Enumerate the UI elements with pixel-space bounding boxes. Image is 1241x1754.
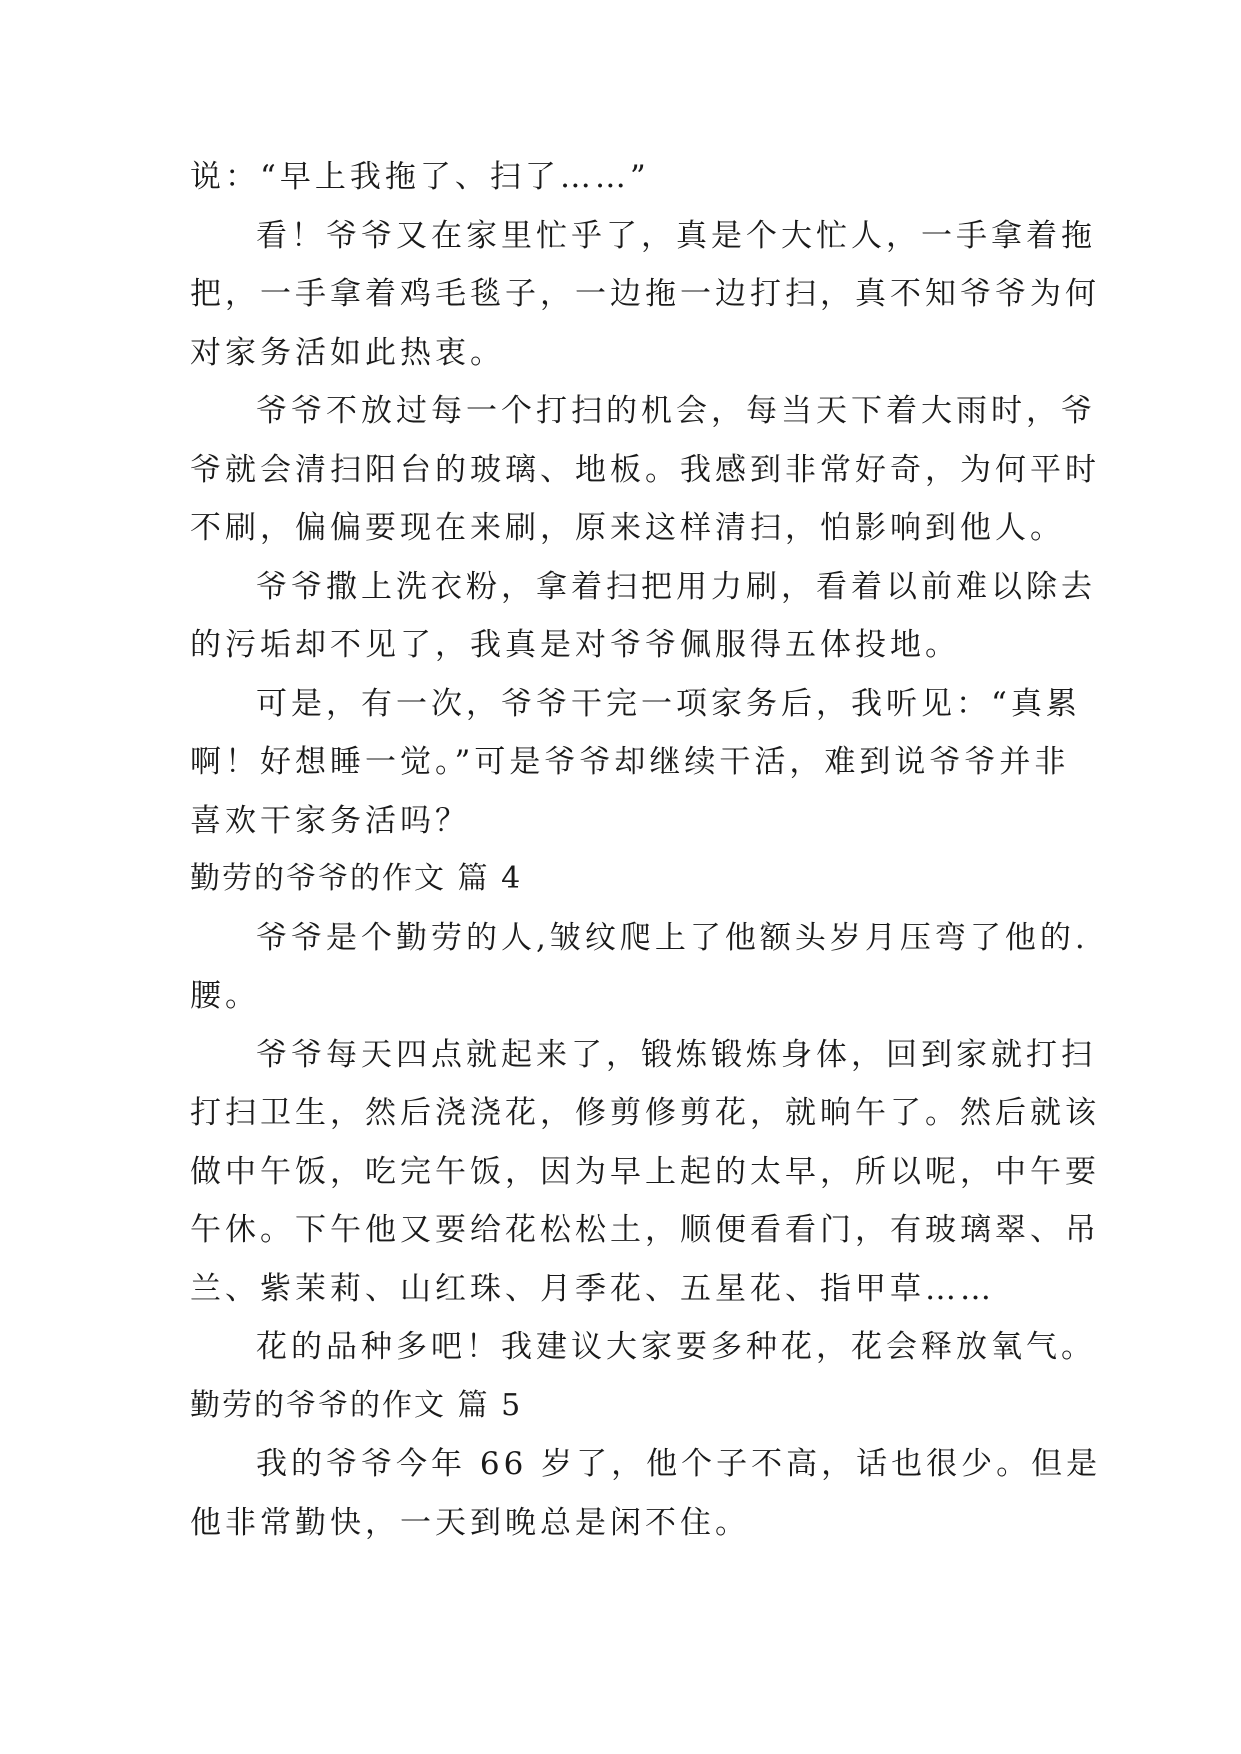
paragraph-line: 腰。 — [190, 978, 260, 1014]
heading-text: 勤劳的爷爷的作文 篇 5 — [190, 1387, 523, 1423]
document-page — [190, 148, 1102, 1552]
paragraph-line: 爷爷不放过每一个打扫的机会，每当天下着大雨时，爷 — [256, 393, 1096, 429]
paragraph-line: 爷爷每天四点就起来了，锻炼锻炼身体，回到家就打扫 — [256, 1036, 1096, 1073]
paragraph-line: 爷爷是个勤劳的人,皱纹爬上了他额头岁月压弯了他的. — [256, 919, 1089, 956]
paragraph-line: 兰、紫茉莉、山红珠、月季花、五星花、指甲草…… — [190, 1270, 995, 1307]
paragraph — [190, 148, 1052, 207]
paragraph-line: 看！爷爷又在家里忙乎了，真是个大忙人，一手拿着拖 — [256, 217, 1096, 254]
section-heading — [190, 850, 1052, 909]
paragraph — [190, 207, 1100, 383]
heading-text: 勤劳的爷爷的作文 篇 4 — [190, 861, 523, 896]
paragraph-line: 喜欢干家务活吗？ — [190, 802, 470, 839]
paragraph-line: 我的爷爷今年 66 岁了，他个子不高，话也很少。但是 — [256, 1446, 1102, 1482]
paragraph-line: 打扫卫生，然后浇浇花，修剪修剪花，就晌午了。然后就该 — [190, 1095, 1100, 1131]
paragraph — [190, 675, 1081, 851]
paragraph — [190, 909, 1089, 1026]
section-heading — [190, 1377, 1052, 1436]
paragraph — [190, 382, 1100, 558]
paragraph — [190, 1026, 1100, 1319]
paragraph — [190, 1318, 1096, 1377]
paragraph-line: 说：“早上我拖了、扫了……” — [190, 159, 650, 195]
paragraph-line: 爷爷撒上洗衣粉，拿着扫把用力刷，看着以前难以除去 — [256, 568, 1096, 605]
paragraph-line: 啊！好想睡一觉。”可是爷爷却继续干活，难到说爷爷并非 — [190, 744, 1070, 780]
paragraph — [190, 1435, 1102, 1552]
paragraph-line: 的污垢却不见了，我真是对爷爷佩服得五体投地。 — [190, 627, 960, 663]
paragraph-line: 对家务活如此热衷。 — [190, 334, 505, 371]
paragraph-line: 花的品种多吧！我建议大家要多种花，花会释放氧气。 — [256, 1329, 1096, 1365]
paragraph-line: 不刷，偏偏要现在来刷，原来这样清扫，怕影响到他人。 — [190, 510, 1065, 546]
paragraph — [190, 558, 1096, 675]
paragraph-line: 他非常勤快，一天到晚总是闲不住。 — [190, 1504, 750, 1541]
paragraph-line: 午休。下午他又要给花松松土，顺便看看门，有玻璃翠、吊 — [190, 1212, 1100, 1248]
paragraph-line: 把，一手拿着鸡毛毯子，一边拖一边打扫，真不知爷爷为何 — [190, 276, 1100, 312]
paragraph-line: 爷就会清扫阳台的玻璃、地板。我感到非常好奇，为何平时 — [190, 451, 1100, 488]
paragraph-line: 做中午饭，吃完午饭，因为早上起的太早，所以呢，中午要 — [190, 1153, 1100, 1190]
paragraph-line: 可是，有一次，爷爷干完一项家务后，我听见：“真累 — [256, 685, 1081, 722]
